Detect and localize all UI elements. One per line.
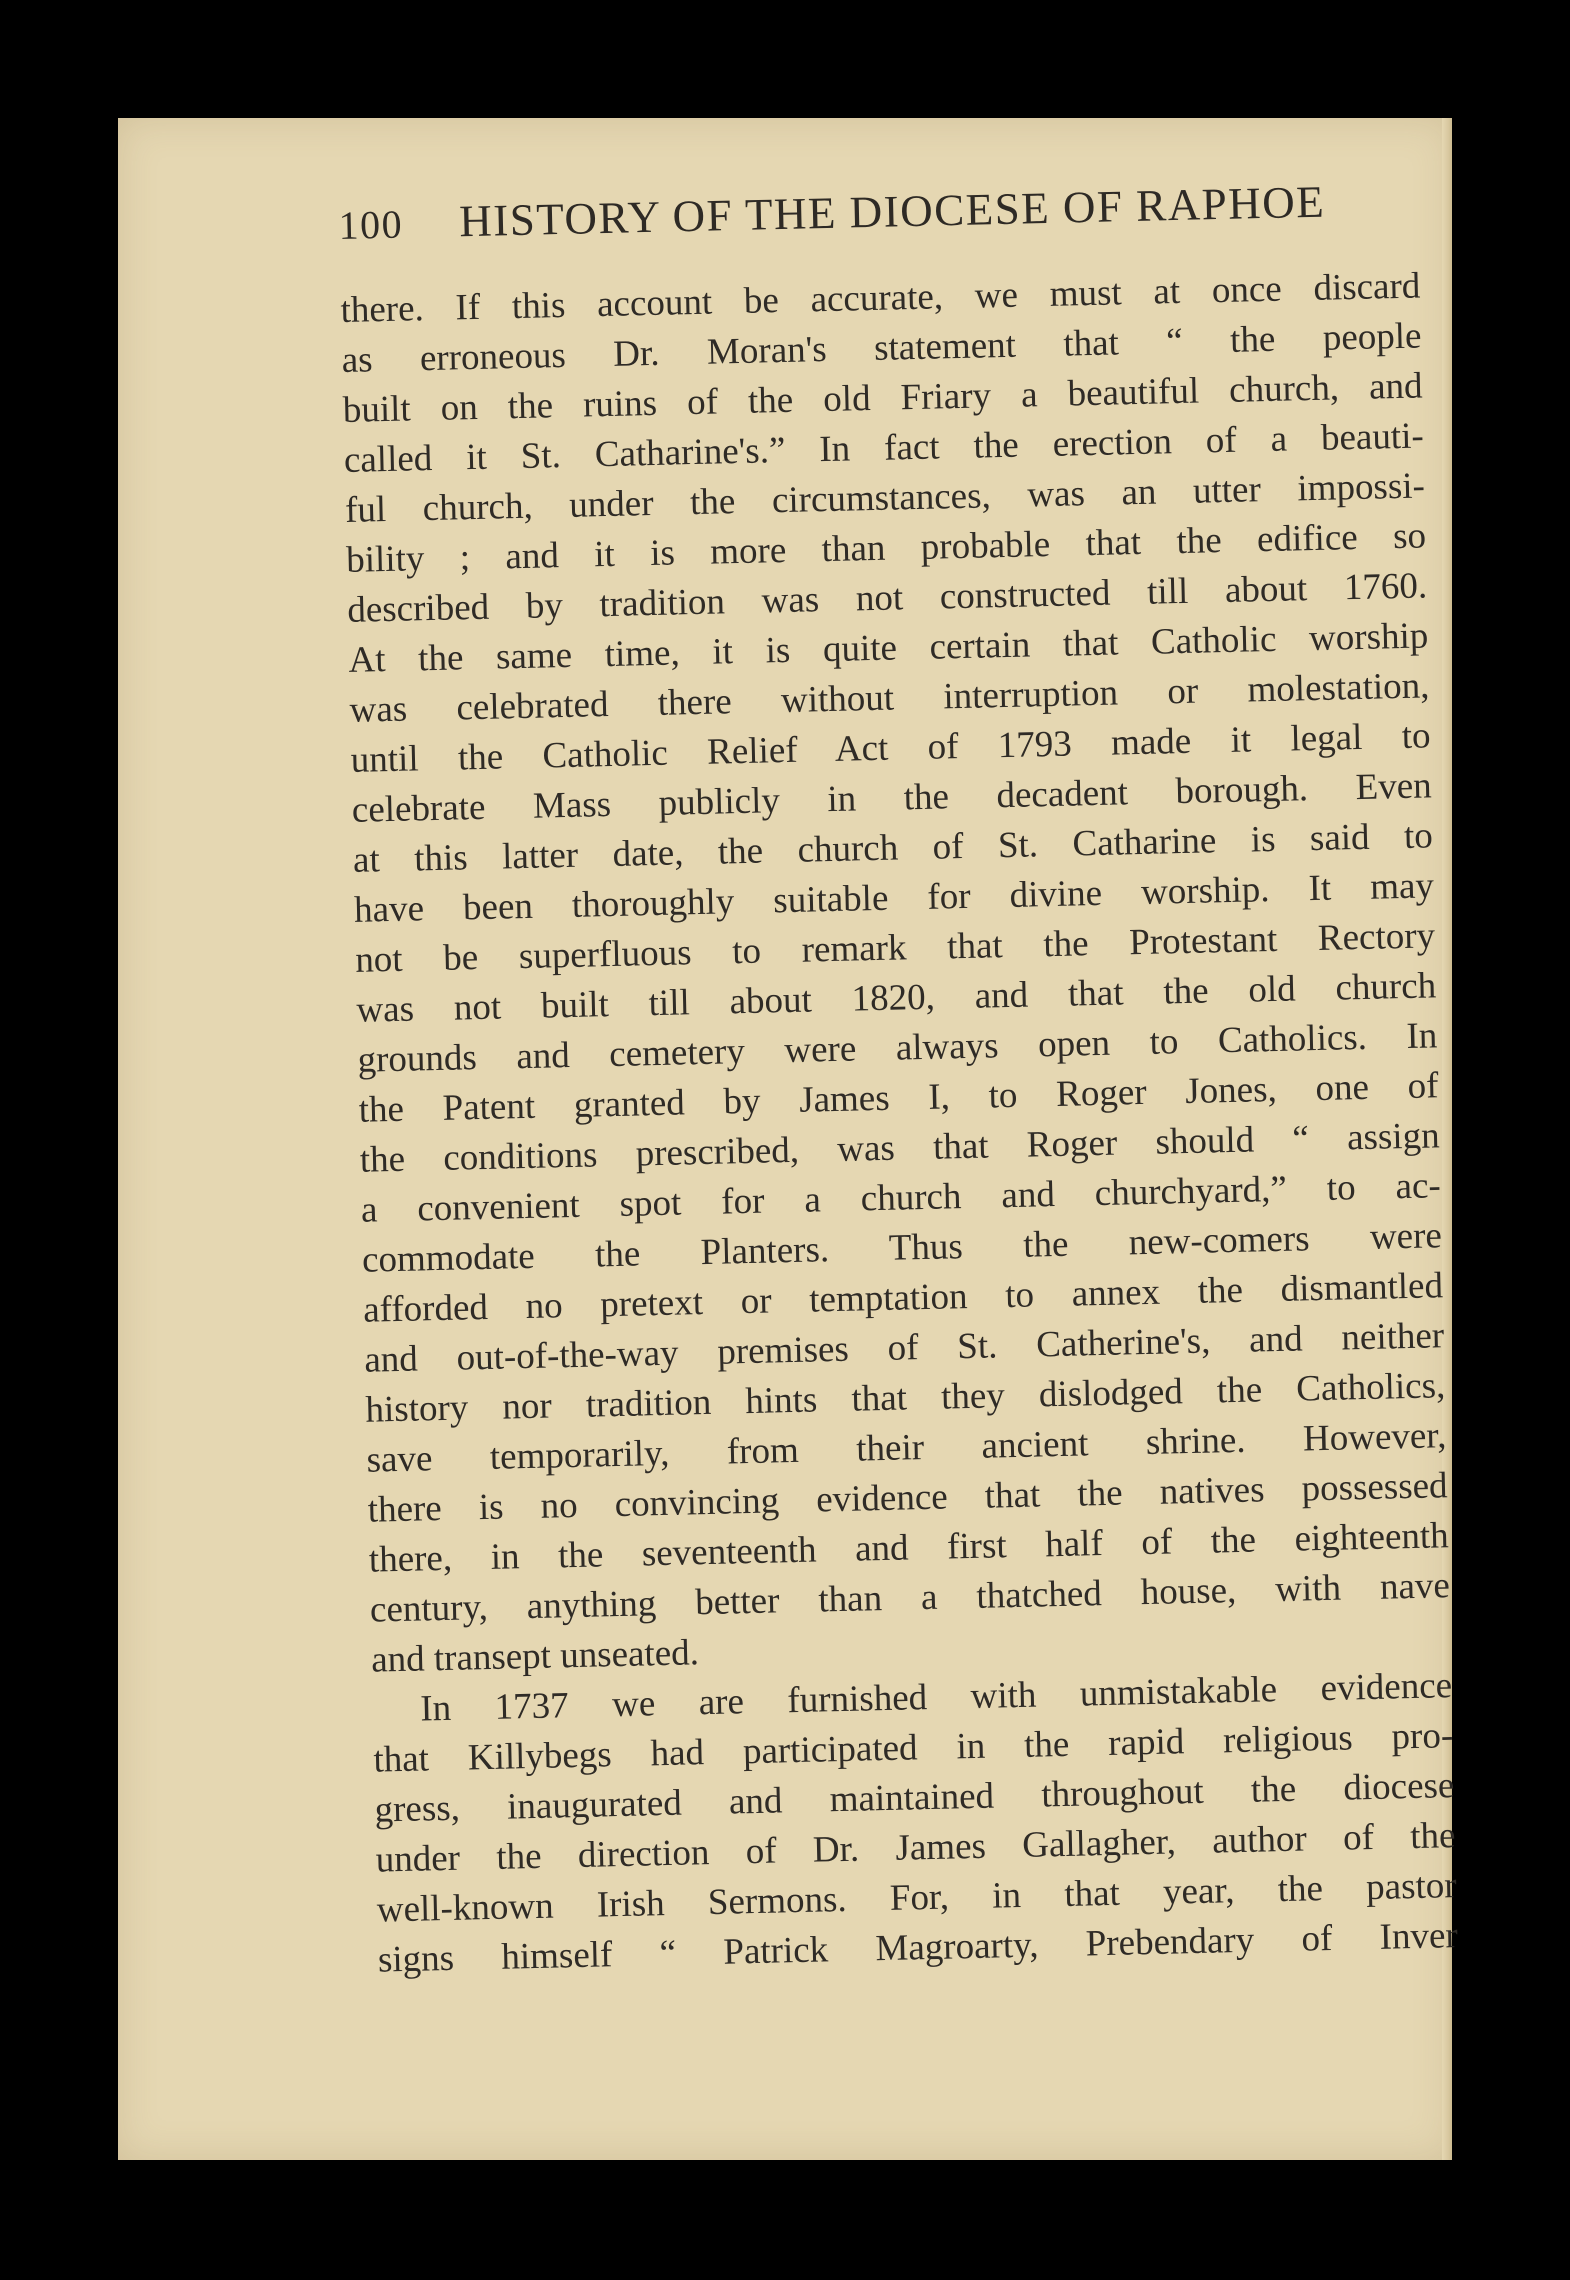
paragraph-start-line: In 1737 we are furnished with unmistakable evidence	[419, 1665, 1453, 1730]
text-line: save temporarily, from their ancient shrine. However,	[366, 1415, 1447, 1481]
text-line: there is no convincing evidence that the natives possessed	[367, 1465, 1448, 1531]
text-line: the Patent granted by James I, to Roger Jones, one of	[358, 1065, 1439, 1131]
running-head	[338, 172, 1479, 250]
text-line: bility ; and it is more than probable that the edifice so	[345, 515, 1427, 581]
text-line: at this latter date, the church of St. Catharine is said to	[352, 815, 1434, 881]
text-line: At the same time, it is quite certain that Catholic worship	[348, 615, 1429, 681]
text-line: have been thoroughly suitable for divine worship. It may	[353, 865, 1435, 931]
text-line: as erroneous Dr. Moran's statement that “ the people	[341, 315, 1422, 381]
text-line: celebrate Mass publicly in the decadent borough. Even	[351, 765, 1433, 831]
running-head-title: HISTORY OF THE DIOCESE OF RAPHOE	[458, 176, 1326, 247]
text-line: was celebrated there without interruption or molestation,	[349, 665, 1430, 731]
text-line: a convenient spot for a church and churchyard,” to ac-	[360, 1165, 1442, 1231]
text-line: was not built till about 1820, and that the old church	[355, 965, 1437, 1031]
text-line: built on the ruins of the old Friary a beautiful church, and	[342, 365, 1424, 431]
book-page	[118, 118, 1459, 2160]
text-line: not be superfluous to remark that the Protestant Rectory	[354, 915, 1436, 981]
text-line: ful church, under the circumstances, was an utter impossi-	[344, 465, 1426, 531]
text-line: history nor tradition hints that they dislodged the Catholics,	[365, 1365, 1446, 1431]
text-line: there, in the seventeenth and first half of the eighteenth	[368, 1515, 1450, 1581]
text-line: grounds and cemetery were always open to Catholics. In	[357, 1015, 1438, 1081]
text-line: commodate the Planters. Thus the new-comers were	[361, 1215, 1443, 1281]
text-line: until the Catholic Relief Act of 1793 made it legal to	[350, 715, 1431, 781]
text-line: there. If this account be accurate, we must at once discard	[340, 265, 1421, 331]
text-line: described by tradition was not constructed till about 1760.	[346, 565, 1428, 631]
text-line: called it St. Catharine's.” In fact the erection of a beauti-	[343, 415, 1425, 481]
body-text	[340, 261, 1458, 1985]
page-number: 100	[338, 201, 404, 248]
text-line: signs himself “ Patrick Magroarty, Prebendary of Inver	[377, 1915, 1459, 1981]
text-line: that Killybegs had participated in the rapid religious pro-	[372, 1715, 1454, 1781]
text-line: under the direction of Dr. James Gallagher, author of the	[375, 1815, 1456, 1881]
paragraph-end-line: and transept unseated.	[370, 1632, 700, 1681]
text-line: century, anything better than a thatched house, with nave	[369, 1565, 1451, 1631]
text-line: gress, inaugurated and maintained throughout the diocese	[374, 1765, 1455, 1831]
text-line: the conditions prescribed, was that Roger should “ assign	[359, 1115, 1441, 1181]
text-line: well-known Irish Sermons. For, in that year, the pastor	[376, 1865, 1458, 1931]
text-line: afforded no pretext or temptation to annex the dismantled	[362, 1265, 1444, 1331]
text-line: and out-of-the-way premises of St. Catherine's, and neither	[363, 1315, 1445, 1381]
